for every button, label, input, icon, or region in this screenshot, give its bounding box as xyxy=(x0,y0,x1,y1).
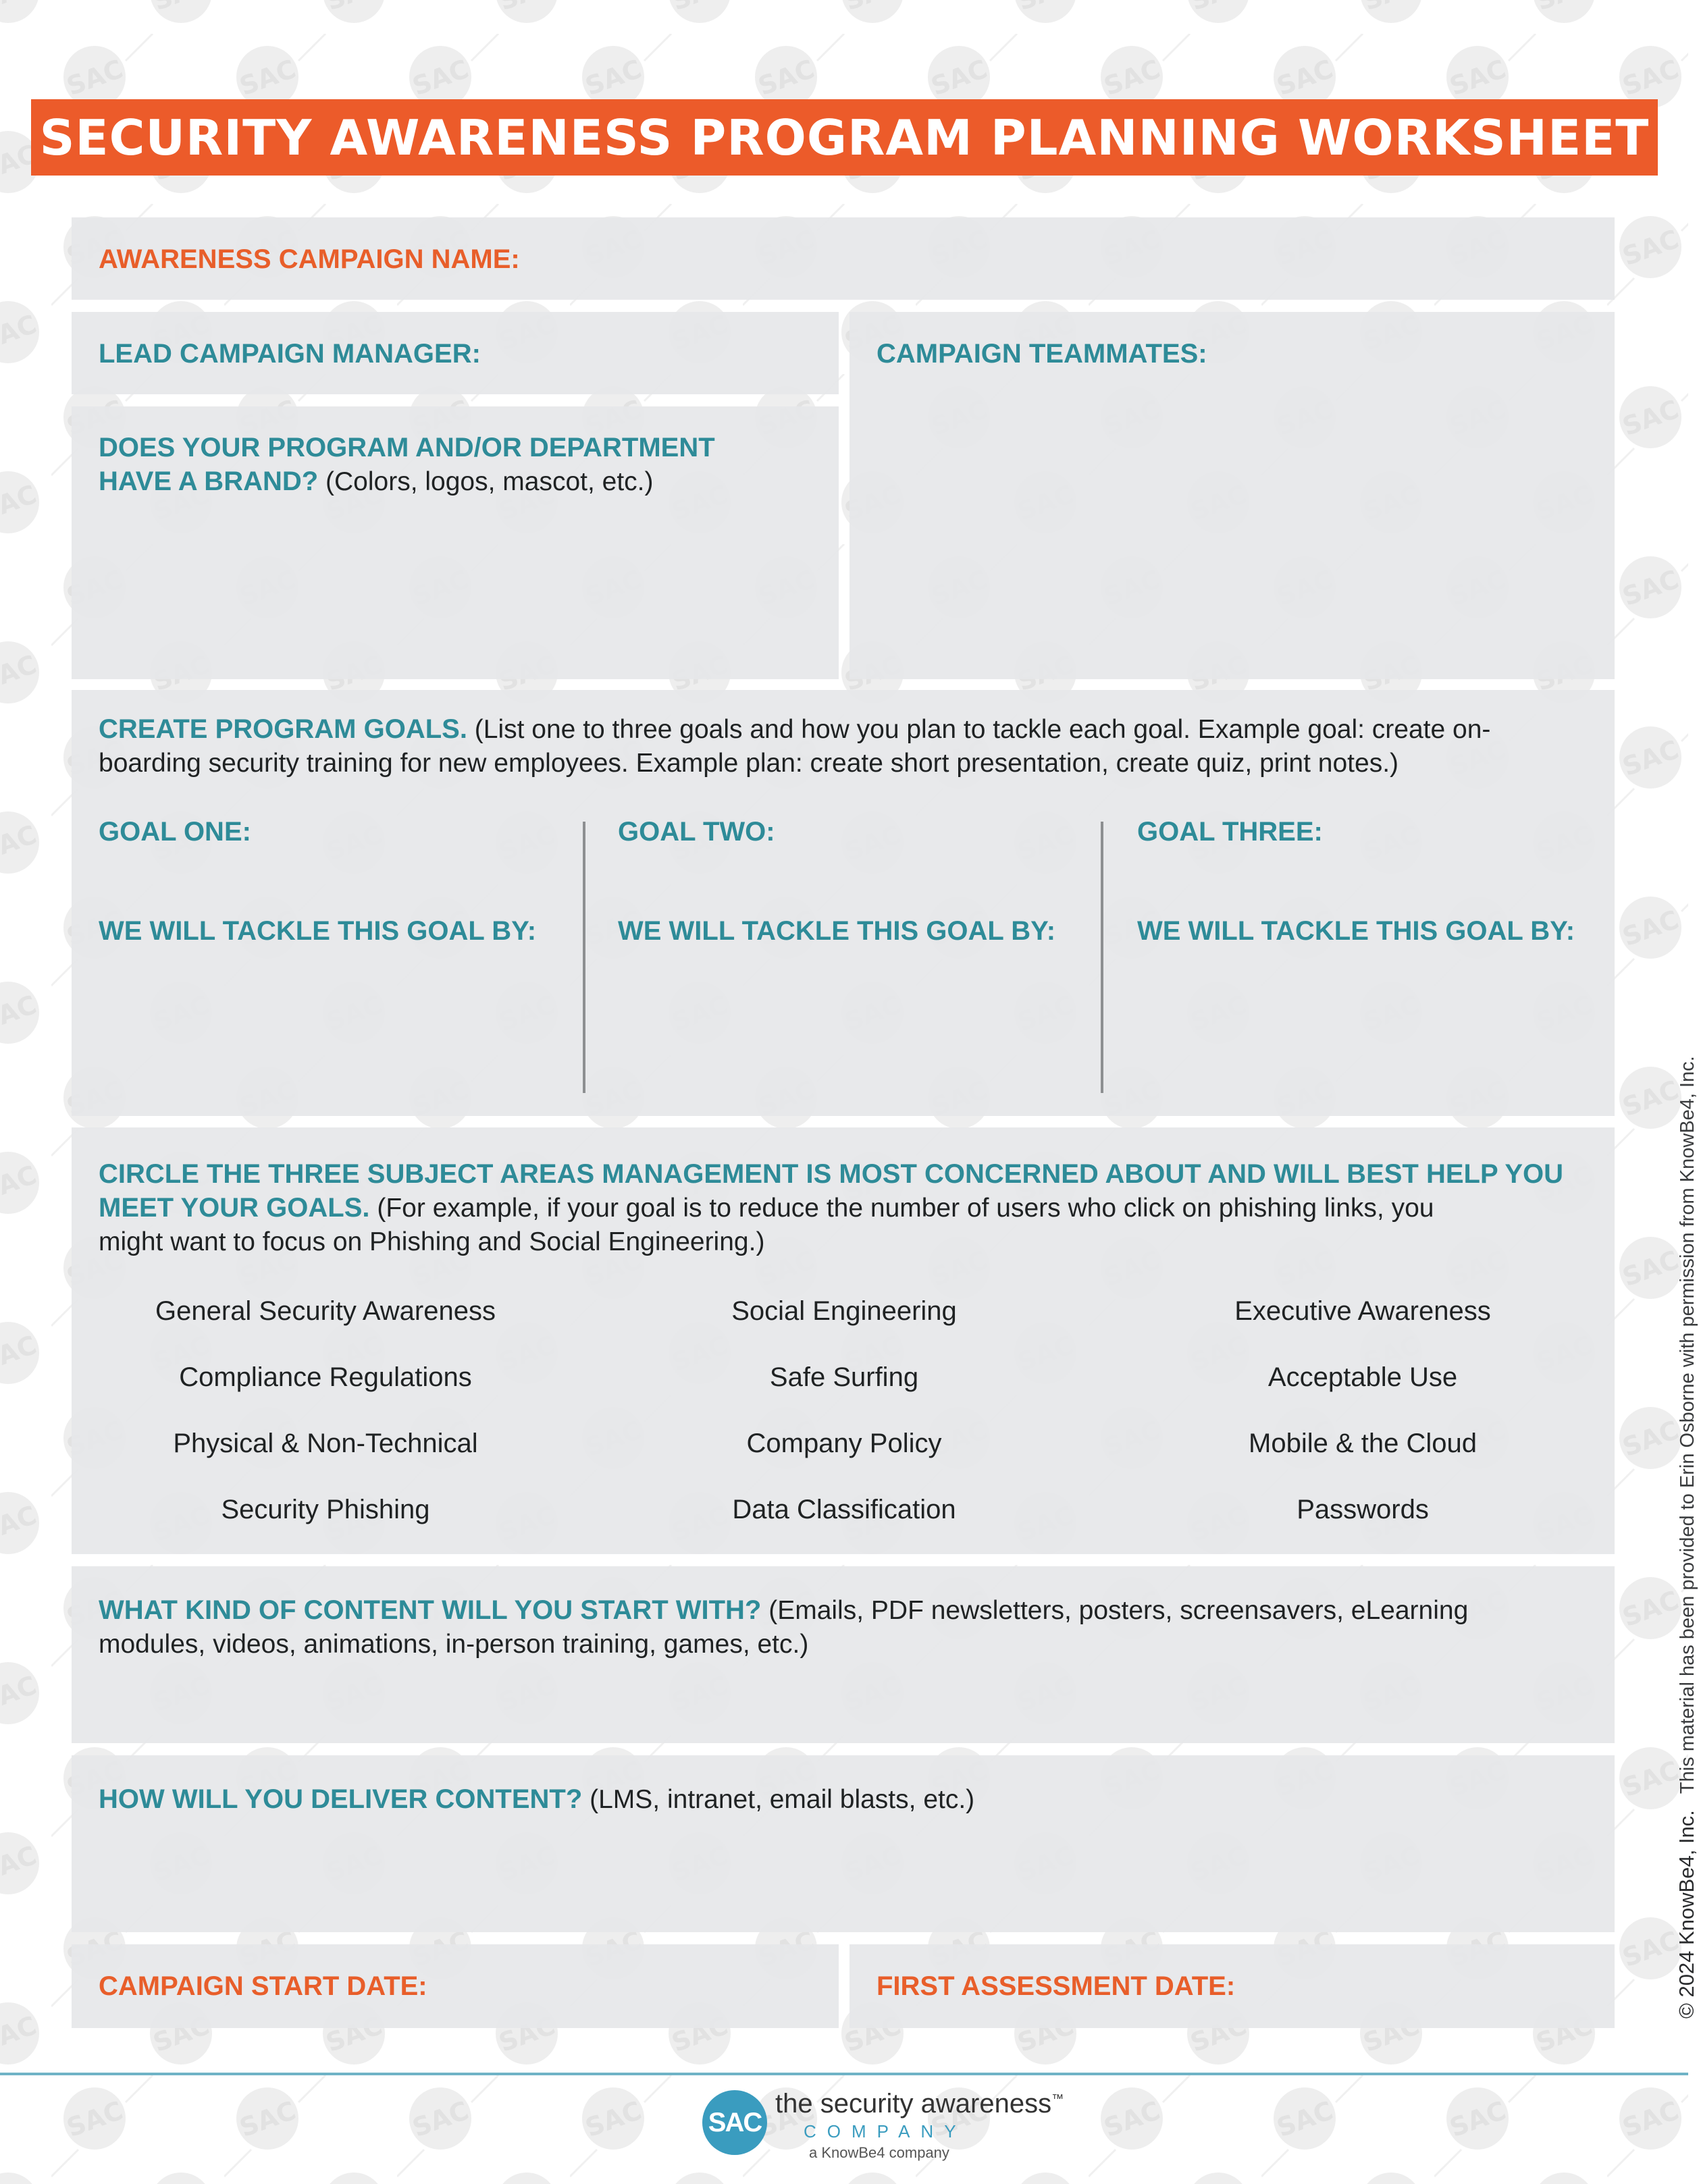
goal-one-label: GOAL ONE: xyxy=(99,817,251,847)
logo-brand-text xyxy=(775,2089,1064,2119)
subject-safe-surfing[interactable]: Safe Surfing xyxy=(769,1362,919,1392)
goal-three-label: GOAL THREE: xyxy=(1137,817,1323,847)
goal-two-label: GOAL TWO: xyxy=(618,817,775,847)
goals-intro xyxy=(99,712,1621,780)
campaign-teammates-label: CAMPAIGN TEAMMATES: xyxy=(877,339,1207,369)
sac-logo-badge: SAC xyxy=(702,2090,767,2155)
brand-field[interactable] xyxy=(72,406,839,679)
logo-sub-text: a KnowBe4 company xyxy=(809,2144,949,2161)
goal-two-tackle-label: WE WILL TACKLE THIS GOAL BY: xyxy=(618,916,1056,946)
delivery-desc: (LMS, intranet, email blasts, etc.) xyxy=(582,1785,975,1814)
goals-desc-line2: boarding security training for new employees. Example plan: create short presentation, create quiz, print notes.) xyxy=(99,749,1399,778)
subjects-label-line1: CIRCLE THE THREE SUBJECT AREAS MANAGEMENT IS MOST CONCERNED ABOUT AND WILL BEST HELP YOU xyxy=(99,1159,1564,1189)
subjects-label-line2: MEET YOUR GOALS. xyxy=(99,1193,370,1223)
footer-rule xyxy=(0,2073,1688,2075)
goal-divider-2 xyxy=(1101,822,1103,1093)
brand-label-line1: DOES YOUR PROGRAM AND/OR DEPARTMENT xyxy=(99,433,715,462)
subject-mobile-cloud[interactable]: Mobile & the Cloud xyxy=(1249,1429,1477,1458)
goal-divider-1 xyxy=(583,822,585,1093)
logo-brand-name: the security awareness xyxy=(775,2089,1052,2119)
goals-label: CREATE PROGRAM GOALS. xyxy=(99,714,467,744)
footer-logo xyxy=(702,2085,1064,2166)
subject-company-policy[interactable]: Company Policy xyxy=(746,1429,942,1458)
delivery-intro xyxy=(99,1782,1621,1817)
subject-social-engineering[interactable]: Social Engineering xyxy=(731,1296,957,1326)
permission-text: This material has been provided to Erin Osborne with permission from KnowBe4, Inc. xyxy=(1677,1056,1698,1794)
brand-description: (Colors, logos, mascot, etc.) xyxy=(318,467,654,496)
subject-physical-non-technical[interactable]: Physical & Non-Technical xyxy=(173,1429,478,1458)
title-banner xyxy=(31,99,1658,176)
goals-desc-line1: (List one to three goals and how you plan to tackle each goal. Example goal: create on- xyxy=(467,715,1491,744)
subject-passwords[interactable]: Passwords xyxy=(1297,1495,1429,1524)
content-label: WHAT KIND OF CONTENT WILL YOU START WITH? xyxy=(99,1595,762,1625)
brand-label-line2: HAVE A BRAND? xyxy=(99,467,319,496)
subject-compliance-regulations[interactable]: Compliance Regulations xyxy=(179,1362,472,1392)
campaign-name-label: AWARENESS CAMPAIGN NAME: xyxy=(99,244,520,274)
goal-three-tackle-label: WE WILL TACKLE THIS GOAL BY: xyxy=(1137,916,1575,946)
goal-one-tackle-label: WE WILL TACKLE THIS GOAL BY: xyxy=(99,916,537,946)
lead-manager-label: LEAD CAMPAIGN MANAGER: xyxy=(99,339,481,369)
logo-company-text: COMPANY xyxy=(804,2121,967,2141)
content-desc-line1: (Emails, PDF newsletters, posters, screensavers, eLearning xyxy=(761,1596,1469,1625)
subjects-intro xyxy=(99,1157,1621,1259)
subject-security-phishing[interactable]: Security Phishing xyxy=(221,1495,430,1524)
lead-manager-field[interactable] xyxy=(72,312,839,394)
assessment-date-label: FIRST ASSESSMENT DATE: xyxy=(877,1971,1236,2001)
page-title: SECURITY AWARENESS PROGRAM PLANNING WORKSHEET xyxy=(39,109,1650,166)
campaign-teammates-field[interactable] xyxy=(849,312,1615,679)
delivery-label: HOW WILL YOU DELIVER CONTENT? xyxy=(99,1784,583,1814)
start-date-label: CAMPAIGN START DATE: xyxy=(99,1971,427,2001)
content-intro xyxy=(99,1593,1621,1661)
copyright-text: © 2024 KnowBe4, Inc. xyxy=(1675,1810,1698,2019)
subject-general-security-awareness[interactable]: General Security Awareness xyxy=(155,1296,496,1326)
subjects-desc-line2: (For example, if your goal is to reduce the number of users who click on phishing links, you xyxy=(369,1194,1434,1223)
campaign-name-field[interactable] xyxy=(72,217,1615,300)
subject-acceptable-use[interactable]: Acceptable Use xyxy=(1267,1362,1458,1392)
content-desc-line2: modules, videos, animations, in-person training, games, etc.) xyxy=(99,1630,809,1659)
copyright-side-note xyxy=(1675,1056,1699,2019)
subject-executive-awareness[interactable]: Executive Awareness xyxy=(1234,1296,1491,1326)
assessment-date-field[interactable] xyxy=(849,1944,1615,2028)
subjects-desc-line3: might want to focus on Phishing and Social Engineering.) xyxy=(99,1227,765,1256)
subject-data-classification[interactable]: Data Classification xyxy=(732,1495,956,1524)
start-date-field[interactable] xyxy=(72,1944,839,2028)
logo-trademark: ™ xyxy=(1051,2092,1064,2106)
